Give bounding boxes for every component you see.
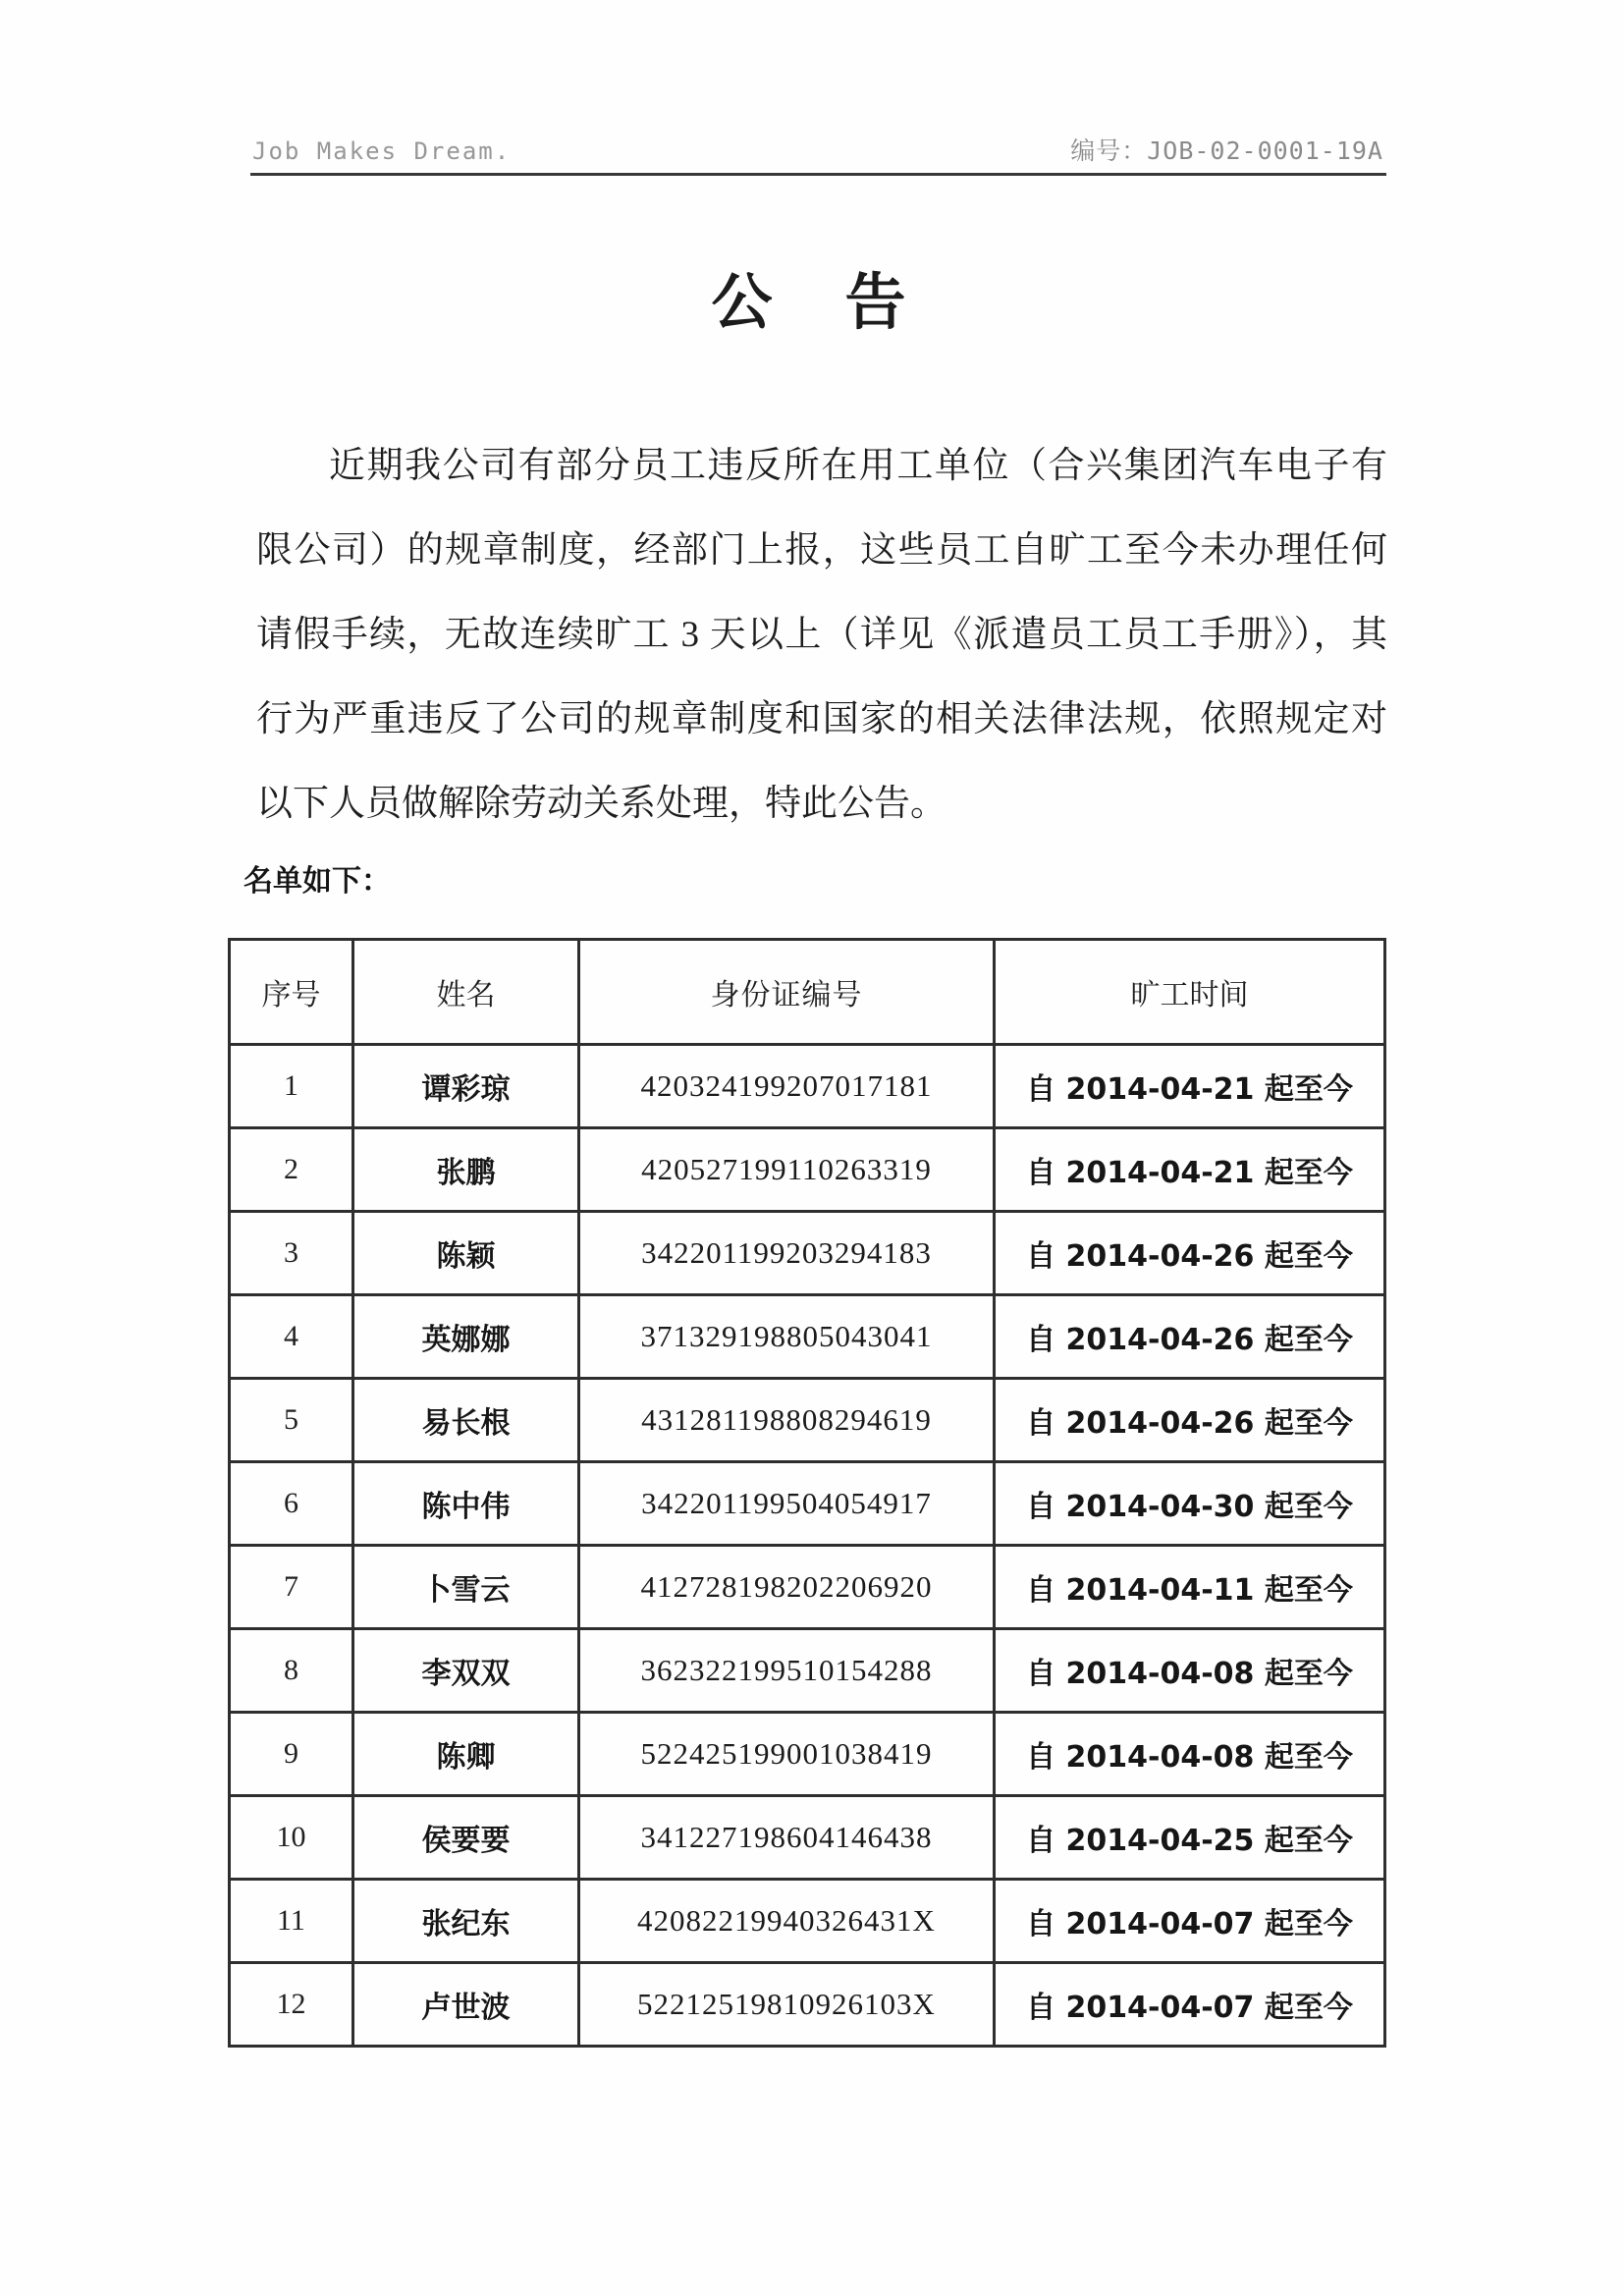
table-row <box>230 1379 1385 1462</box>
table-row <box>230 1462 1385 1546</box>
row-serial-number: 9 <box>230 1713 353 1796</box>
absence-period: 自 2014-04-07 起至今 <box>995 1880 1385 1963</box>
employee-name: 卢世波 <box>353 1963 579 2047</box>
row-serial-number: 7 <box>230 1546 353 1629</box>
absence-period: 自 2014-04-08 起至今 <box>995 1713 1385 1796</box>
header-divider-line <box>250 173 1386 176</box>
row-serial-number: 6 <box>230 1462 353 1546</box>
id-card-number: 431281198808294619 <box>579 1379 995 1462</box>
column-header-serial: 序号 <box>230 940 353 1045</box>
paragraph-line: 近期我公司有部分员工违反所在用工单位（合兴集团汽车电子有 <box>329 446 1387 486</box>
id-card-number: 371329198805043041 <box>579 1295 995 1379</box>
absence-period: 自 2014-04-26 起至今 <box>995 1295 1385 1379</box>
row-serial-number: 5 <box>230 1379 353 1462</box>
id-card-number: 342201199504054917 <box>579 1462 995 1546</box>
absence-period: 自 2014-04-08 起至今 <box>995 1629 1385 1713</box>
row-serial-number: 12 <box>230 1963 353 2047</box>
table-row <box>230 1880 1385 1963</box>
employee-name: 英娜娜 <box>353 1295 579 1379</box>
employee-name: 张纪东 <box>353 1880 579 1963</box>
id-card-number: 420324199207017181 <box>579 1045 995 1128</box>
column-header-name: 姓名 <box>353 940 579 1045</box>
absence-period: 自 2014-04-07 起至今 <box>995 1963 1385 2047</box>
row-serial-number: 10 <box>230 1796 353 1880</box>
doc-number <box>1070 132 1383 167</box>
row-serial-number: 4 <box>230 1295 353 1379</box>
employee-name: 李双双 <box>353 1629 579 1713</box>
page-header <box>252 132 1383 167</box>
doc-number-label: 编号： <box>1070 137 1148 165</box>
paragraph-line: 请假手续，无故连续旷工 3 天以上（详见《派遣员工员工手册》），其 <box>256 615 1387 655</box>
id-card-number: 522425199001038419 <box>579 1713 995 1796</box>
employee-name: 陈卿 <box>353 1713 579 1796</box>
employee-name: 谭彩琼 <box>353 1045 579 1128</box>
row-serial-number: 11 <box>230 1880 353 1963</box>
absence-period: 自 2014-04-11 起至今 <box>995 1546 1385 1629</box>
id-card-number: 362322199510154288 <box>579 1629 995 1713</box>
paragraph-line: 限公司）的规章制度，经部门上报，这些员工自旷工至今未办理任何 <box>256 530 1387 571</box>
employee-name: 张鹏 <box>353 1128 579 1212</box>
id-card-number: 341227198604146438 <box>579 1796 995 1880</box>
row-serial-number: 3 <box>230 1212 353 1295</box>
absence-period: 自 2014-04-30 起至今 <box>995 1462 1385 1546</box>
roster-table-body <box>230 1045 1385 2047</box>
list-intro-label: 名单如下： <box>243 864 391 899</box>
column-header-id: 身份证编号 <box>579 940 995 1045</box>
table-header-row <box>230 940 1385 1045</box>
id-card-number: 412728198202206920 <box>579 1546 995 1629</box>
id-card-number: 52212519810926103X <box>579 1963 995 2047</box>
column-header-period: 旷工时间 <box>995 940 1385 1045</box>
paragraph-line: 行为严重违反了公司的规章制度和国家的相关法律法规，依照规定对 <box>256 699 1387 739</box>
employee-name: 侯要要 <box>353 1796 579 1880</box>
table-row <box>230 1546 1385 1629</box>
table-row <box>230 1629 1385 1713</box>
notice-title: 公 告 <box>711 270 912 337</box>
row-serial-number: 8 <box>230 1629 353 1713</box>
employee-name: 易长根 <box>353 1379 579 1462</box>
id-card-number: 420527199110263319 <box>579 1128 995 1212</box>
table-row <box>230 1963 1385 2047</box>
table-row <box>230 1713 1385 1796</box>
id-card-number: 342201199203294183 <box>579 1212 995 1295</box>
absence-period: 自 2014-04-25 起至今 <box>995 1796 1385 1880</box>
table-row <box>230 1295 1385 1379</box>
employee-name: 陈颖 <box>353 1212 579 1295</box>
table-row <box>230 1128 1385 1212</box>
table-row <box>230 1796 1385 1880</box>
table-row <box>230 1212 1385 1295</box>
doc-number-value: JOB-02-0001-19A <box>1147 137 1383 165</box>
employee-name: 卜雪云 <box>353 1546 579 1629</box>
row-serial-number: 2 <box>230 1128 353 1212</box>
absence-period: 自 2014-04-26 起至今 <box>995 1379 1385 1462</box>
table-row <box>230 1045 1385 1128</box>
absence-period: 自 2014-04-26 起至今 <box>995 1212 1385 1295</box>
id-card-number: 42082219940326431X <box>579 1880 995 1963</box>
company-slogan: Job Makes Dream. <box>252 137 512 165</box>
roster-table <box>228 938 1386 2048</box>
notice-paragraph <box>256 424 1387 847</box>
absence-period: 自 2014-04-21 起至今 <box>995 1045 1385 1128</box>
paragraph-line: 以下人员做解除劳动关系处理，特此公告。 <box>256 784 947 824</box>
absence-period: 自 2014-04-21 起至今 <box>995 1128 1385 1212</box>
row-serial-number: 1 <box>230 1045 353 1128</box>
employee-name: 陈中伟 <box>353 1462 579 1546</box>
